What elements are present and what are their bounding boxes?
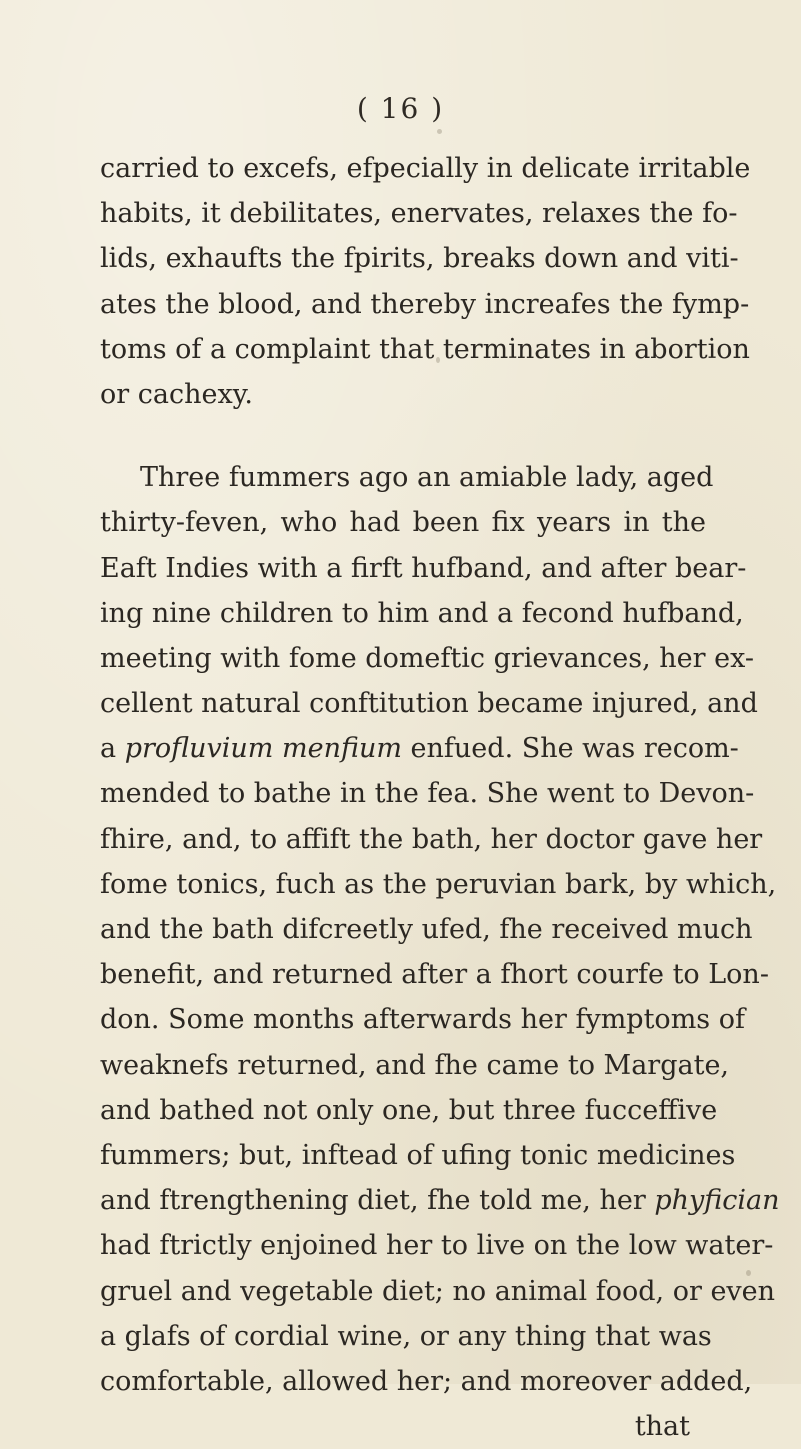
catchword: that [634, 1411, 690, 1443]
text-line: gruel and vegetable diet; no animal food, or even [100, 1275, 776, 1307]
text-line: toms of a complaint that terminates in abortion [100, 333, 750, 365]
text-line: thirty-feven, who had been fix years in the [100, 507, 706, 539]
text-line: mended to bathe in the fea. She went to Devon- [100, 778, 755, 810]
text-line: comfortable, allowed her; and moreover added, [100, 1365, 753, 1397]
ink-speck [437, 129, 442, 134]
italic-term: profluvium menfium [124, 733, 402, 765]
text-line: cellent natural conftitution became injured, and [100, 688, 758, 720]
text-line: and bathed not only one, but three fucceffive [100, 1094, 718, 1126]
text-line: Three fummers ago an amiable lady, aged [140, 462, 714, 494]
text-line: ates the blood, and thereby increafes the fymp- [100, 288, 750, 320]
text-line: fome tonics, fuch as the peruvian bark, by which, [100, 868, 777, 900]
text-line: weaknefs returned, and fhe came to Margate, [100, 1049, 730, 1081]
italic-term: phyfician [654, 1185, 780, 1217]
text-line: fummers; but, inftead of ufing tonic medicines [100, 1139, 736, 1171]
text-line: fhire, and, to affift the bath, her doctor gave her [100, 823, 763, 855]
text-line: and the bath difcreetly ufed, fhe received much [100, 914, 753, 945]
text-line: Eaft Indies with a firft hufband, and after bear- [100, 552, 747, 584]
paragraph-break [100, 417, 706, 455]
text-line: had ftrictly enjoined her to live on the low water- [100, 1230, 774, 1262]
body-text [100, 146, 780, 1449]
text-line: or cachexy. [100, 378, 253, 410]
text-run: and ftrengthening diet, fhe told me, her [100, 1185, 655, 1217]
text-line: lids, exhaufts the fpirits, breaks down and viti- [100, 243, 739, 275]
page-number: ( 16 ) [356, 92, 445, 125]
text-line: don. Some months afterwards her fymptoms of [100, 1004, 745, 1036]
text-line: a glafs of cordial wine, or any thing that was [100, 1320, 712, 1352]
text-line [100, 726, 739, 771]
text-run: enfued. She was recom- [401, 733, 739, 765]
text-run: a [100, 733, 125, 765]
text-line: habits, it debilitates, enervates, relaxes the fo- [100, 198, 738, 230]
text-line: benefit, and returned after a fhort courfe to Lon- [100, 959, 769, 991]
text-line [100, 1178, 780, 1223]
text-line: meeting with fome domeftic grievances, her ex- [100, 642, 754, 674]
text-line: ing nine children to him and a fecond hufband, [100, 597, 744, 629]
text-line: carried to excefs, efpecially in delicate irritable [100, 153, 751, 184]
